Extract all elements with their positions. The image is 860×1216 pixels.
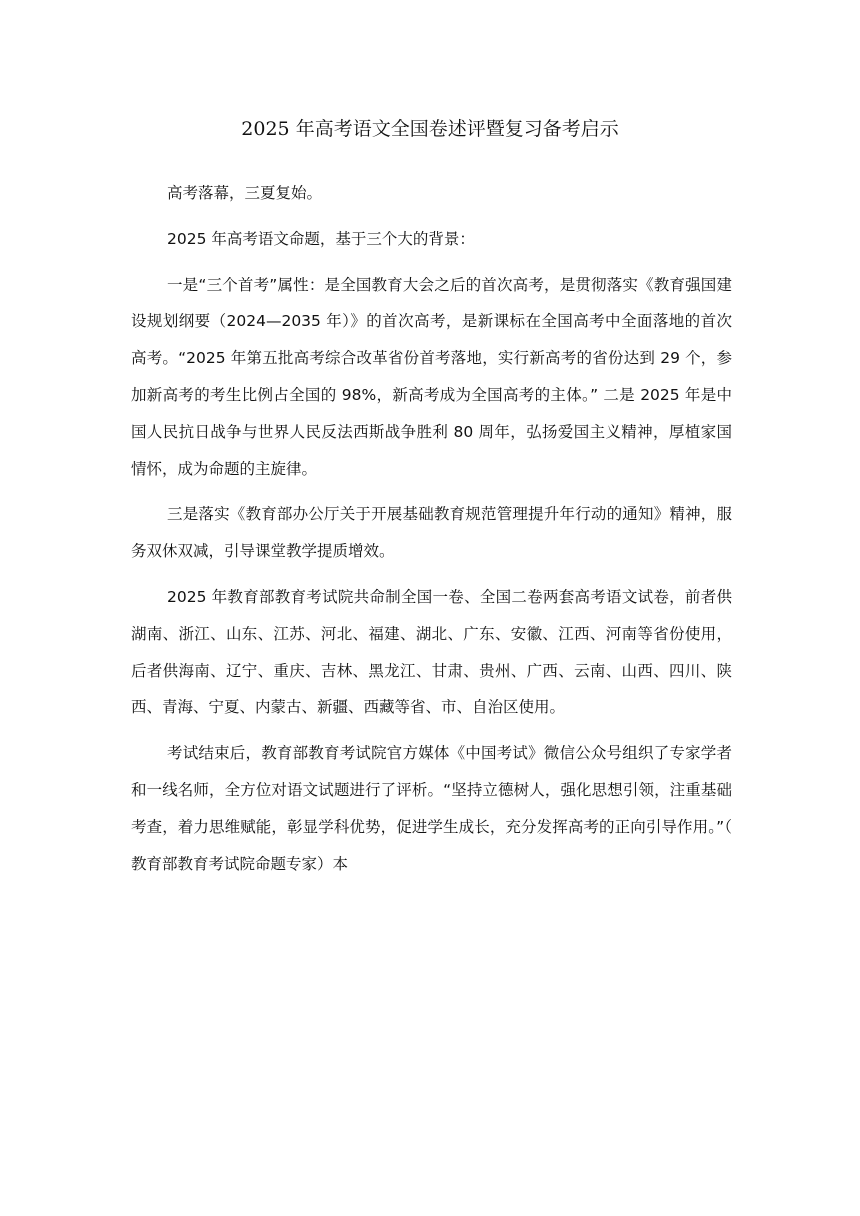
paragraph-background-three: 三是落实《教育部办公厅关于开展基础教育规范管理提升年行动的通知》精神，服务双休双减，引导课堂教学提质增效。 [131,505,732,561]
document-title: 2025 年高考语文全国卷述评暨复习备考启示 [241,118,619,140]
paragraph-opening: 高考落幕，三夏复始。 [167,184,323,202]
paragraph-exam-papers: 2025 年教育部教育考试院共命制全国一卷、全国二卷两套高考语文试卷，前者供湖南、浙江、山东、江苏、河北、福建、湖北、广东、安徽、江西、河南等省份使用，后者供海南、辽宁、重庆、吉林、黑龙江、甘肃、贵州、广西、云南、山西、四川、陕西、青海、宁夏、内蒙古、新疆、西藏等省、市、自治区使用。 [131,587,732,717]
document-body [131,175,732,891]
paragraph-background-intro: 2025 年高考语文命题，基于三个大的背景： [167,229,475,248]
paragraph-expert-review: 考试结束后，教育部教育考试院官方媒体《中国考试》微信公众号组织了专家学者和一线名师，全方位对语文试题进行了评析。“坚持立德树人，强化思想引领，注重基础考查，着力思维赋能，彰显学科优势，促进学生成长，充分发挥高考的正向引导作用。”（教育部教育考试院命题专家）本 [131,744,732,873]
paragraph-background-one-two: 一是“三个首考”属性：是全国教育大会之后的首次高考，是贯彻落实《教育强国建设规划纲要（2024—2035 年）》的首次高考，是新课标在全国高考中全面落地的首次高考。“2025 年第五批高考综合改革省份首考落地，实行新高考的省份达到 29 个，参加新高考的考生比例占全国的 98%，新高考成为全国高考的主体。” 二是 2025 年是中国人民抗日战争与世界人民反法西斯战争胜利 80 周年，弘扬爱国主义精神，厚植家国情怀，成为命题的主旋律。 [131,275,732,478]
